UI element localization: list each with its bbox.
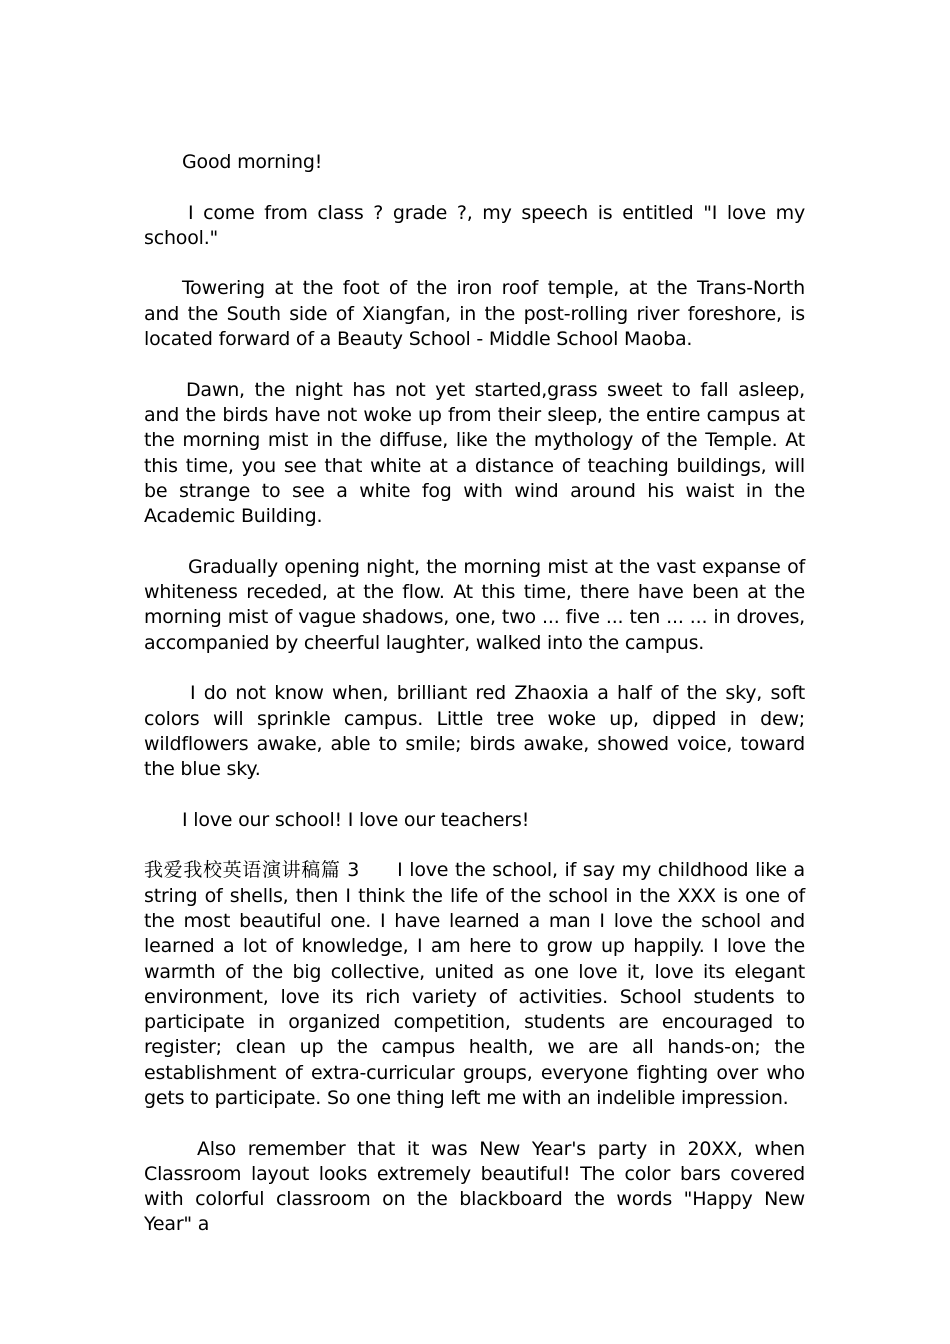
dawn-paragraph: Dawn, the night has not yet started,grass sweet to fall asleep, and the birds have not woke up from their sleep, the entire campus at the morning mist in the diffuse, like the mythology of the Temple. At this time, you see that white at a distance of teaching buildings, will be strange to see a white fog with wind around his waist in the Academic Building. (144, 378, 805, 528)
love-school-paragraph: I love our school! I love our teachers! (182, 808, 530, 831)
section3-body: I love the school, if say my childhood like a string of shells, then I think the life of the school in the XXX is one of the most beautiful one. I have learned a man I love the school and learned a lot of knowledge, I am here to grow up happily. I love the warmth of the big collective, united as one love it, love its elegant environment, love its rich variety of activities. School students to participate in organized competition, students are encouraged to register; clean up the campus health, we are all hands-on; the establishment of extra-curricular groups, everyone fighting over who gets to participate. So one thing left me with an indelible impression. (144, 859, 805, 1109)
section3-heading: 我爱我校英语演讲稿篇 3 (144, 859, 360, 882)
location-paragraph: Towering at the foot of the iron roof temple, at the Trans-North and the South side of Xiangfan, in the post-rolling river foreshore, is located forward of a Beauty School - Middle School Maoba. (144, 277, 805, 351)
zhaoxia-paragraph: I do not know when, brilliant red Zhaoxia a half of the sky, soft colors will sprinkle campus. Little tree woke up, dipped in dew; wildflowers awake, able to smile; birds awake, showed voice, toward the blue sky. (144, 682, 805, 781)
morning-mist-paragraph: Gradually opening night, the morning mist at the vast expanse of whiteness receded, at the flow. At this time, there have been at the morning mist of vague shadows, one, two ... five ... ten ... ... in droves, accompanied by cheerful laughter, walked into the campus. (144, 555, 805, 654)
new-year-paragraph: Also remember that it was New Year's party in 20XX, when Classroom layout looks extremely beautiful! The color bars covered with colorful classroom on the blackboard the words "Happy New Year" a (144, 1137, 805, 1236)
greeting-paragraph: Good morning! (182, 151, 323, 173)
section3-paragraph (144, 858, 805, 1111)
document-body (144, 150, 805, 1263)
intro-paragraph: I come from class ? grade ?, my speech is entitled "I love my school." (144, 201, 805, 249)
